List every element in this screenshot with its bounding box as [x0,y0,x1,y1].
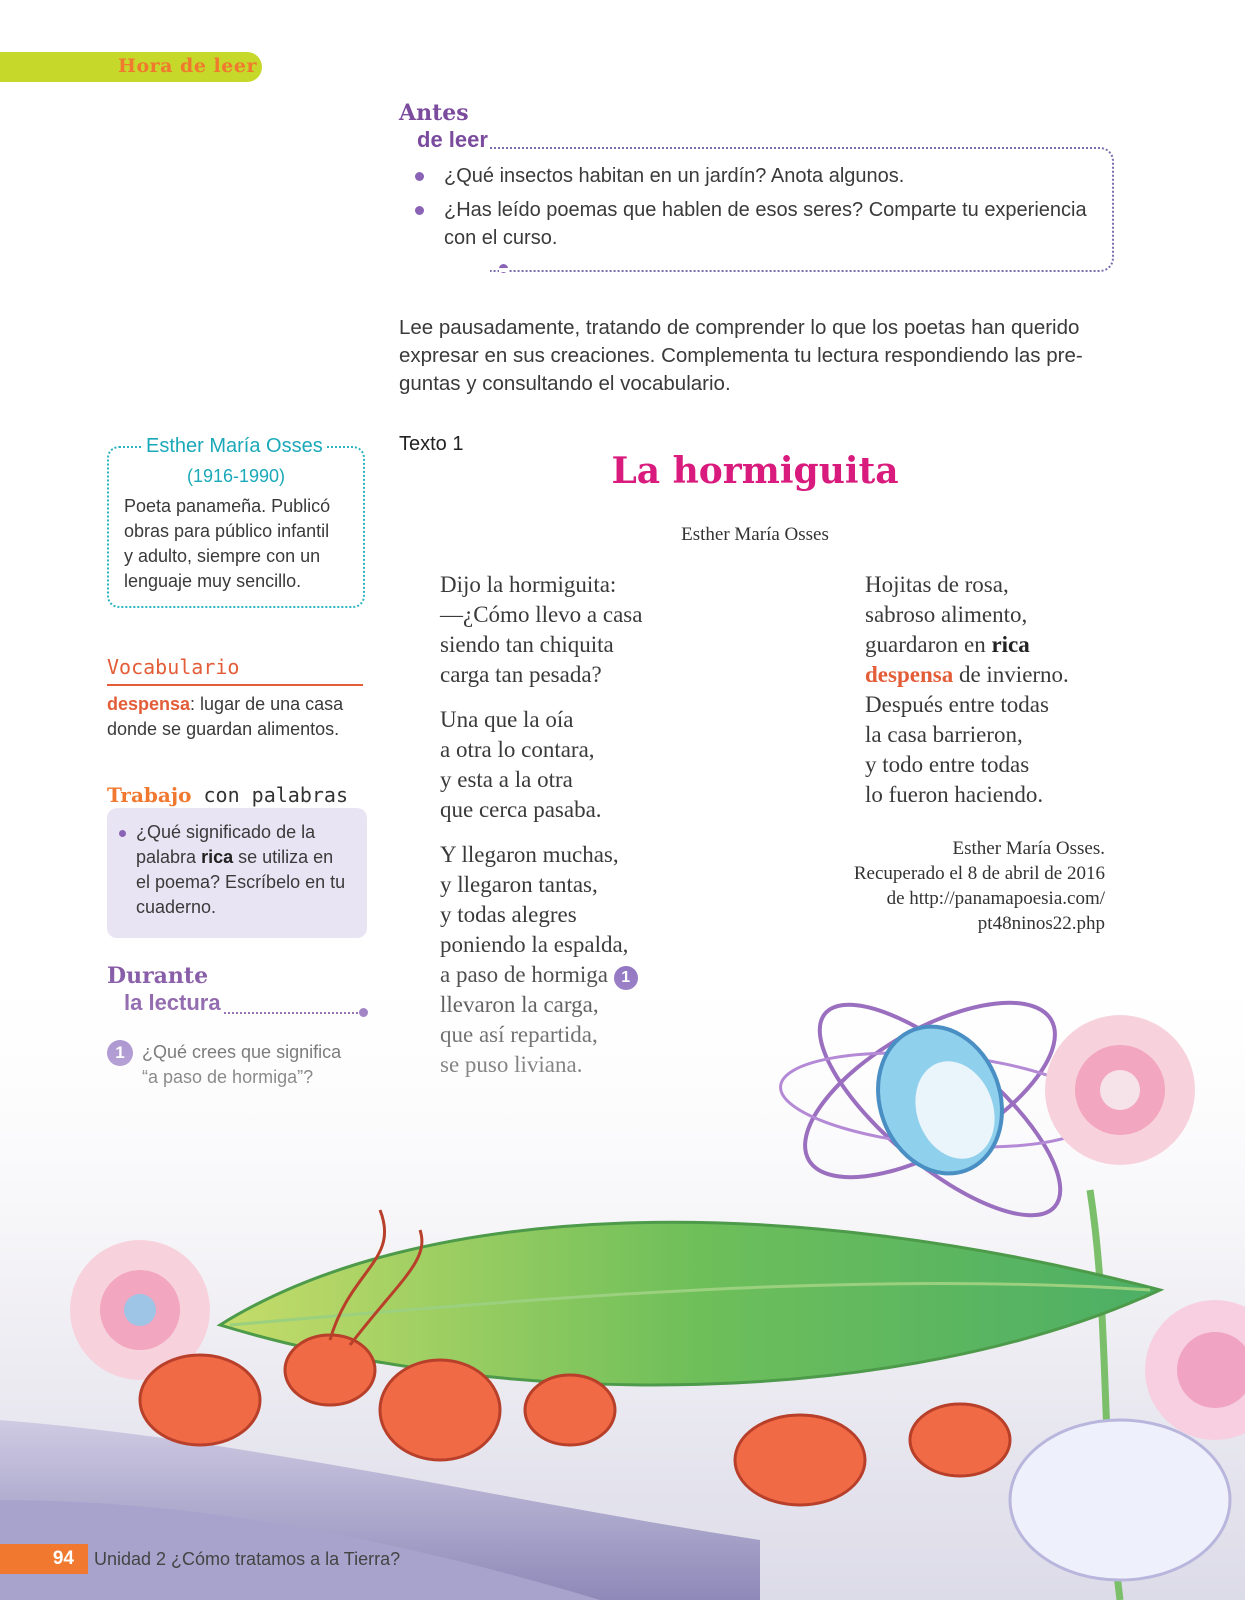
antes-question-1: ¿Qué insectos habitan en un jardín? Anota algunos. [444,165,905,187]
unit-title: Unidad 2 ¿Cómo tratamos a la Tierra? [94,1549,401,1569]
trabajo-question [136,820,358,920]
poem-line: guardaron en [865,632,992,657]
bullet-icon [415,172,424,181]
page-number-tab [0,1544,88,1574]
vocab-def: donde se guardan alimentos. [107,719,340,739]
intro-paragraph [399,314,1109,398]
poem-line: y llegaron tantas, [440,872,598,897]
poem-line: y todo entre todas [865,752,1030,777]
page-number: 94 [52,1548,74,1569]
author-bio-line: Poeta panameña. Publicó [124,496,331,516]
author-years: (1916-1990) [186,466,286,486]
pink-flower-icon [1045,1015,1195,1165]
ants-leaf-illustration [0,940,1245,1600]
poem-line: carga tan pesada? [440,662,602,687]
poem-stanza-4 [865,570,1069,810]
vocab-def: : lugar de una casa [190,694,344,714]
author-bio [124,494,356,594]
credit-line: Esther María Osses. [952,838,1105,859]
author-bio-line: obras para público infantil [124,521,330,541]
vocab-divider [107,684,363,686]
intro-line: expresar en sus creaciones. Complementa tu lectura respondiendo las pre- [399,344,1083,367]
trabajo-line: ¿Qué significado de la [136,822,316,842]
poem-line: Y llegaron muchas, [440,842,619,867]
keyword-despensa: despensa [865,662,954,687]
author-name: Esther María Osses [142,435,327,458]
poem-line: y esta a la otra [440,767,573,792]
poem-line: la casa barrieron, [865,722,1023,747]
poem-line: Una que la oía [440,707,574,732]
trabajo-title [107,783,348,807]
poem-line: —¿Cómo llevo a casa [440,602,643,627]
poem-stanza-2 [440,705,602,825]
poem-line: a otra lo contara, [440,737,595,762]
section-tab [0,52,262,82]
credit-line: Recuperado el 8 de abril de 2016 [853,863,1105,884]
vocab-title: Vocabulario [107,655,240,679]
poem-stanza-1 [440,570,642,690]
antes-question-2: ¿Has leído poemas que hablen de esos seres? Comparte tu experiencia [444,199,1087,221]
trabajo-line: se utiliza en [233,847,334,867]
intro-line: Lee pausadamente, tratando de comprender lo que los poetas han querido [399,316,1080,339]
poem-line: Hojitas de rosa, [865,572,1009,597]
poem-line: Después entre todas [865,692,1049,717]
keyword-rica: rica [201,847,234,867]
credit-line: pt48ninos22.php [977,913,1105,934]
bullet-icon [119,830,126,837]
credit-line: de http://panamapoesia.com/ [886,888,1105,909]
bullet-icon [415,206,424,215]
trabajo-line: palabra [136,847,202,867]
poem-line: que cerca pasaba. [440,797,602,822]
poem-title: La hormiguita [611,450,899,492]
keyword-rica: rica [991,632,1030,657]
author-bio-line: lenguaje muy sencillo. [124,571,302,591]
trabajo-line: cuaderno. [136,897,217,917]
antes-title: Antes [399,100,469,126]
poem-line: sabroso alimento, [865,602,1028,627]
antes-subtitle: de leer [417,127,488,152]
antes-question-2-cont: con el curso. [444,227,558,249]
author-bio-line: y adulto, siempre con un [124,546,321,566]
poem-line: siendo tan chiquita [440,632,614,657]
vocab-term: despensa [107,694,191,714]
poem-line: Dijo la hormiguita: [440,572,617,597]
trabajo-title-bold: Trabajo [107,783,192,807]
trabajo-line: el poema? Escríbelo en tu [136,872,346,892]
poem-credit [800,836,1105,936]
poem-line: y todas alegres [440,902,577,927]
section-tab-label: Hora de leer [118,55,257,77]
poem-line: de invierno. [953,662,1069,687]
text-label: Texto 1 [399,433,464,455]
vocab-definition [107,692,363,742]
intro-line: guntas y consultando el vocabulario. [399,372,731,395]
poem-line: lo fueron haciendo. [865,782,1044,807]
poem-author: Esther María Osses [681,524,829,545]
trabajo-title-rest: con palabras [191,783,348,807]
